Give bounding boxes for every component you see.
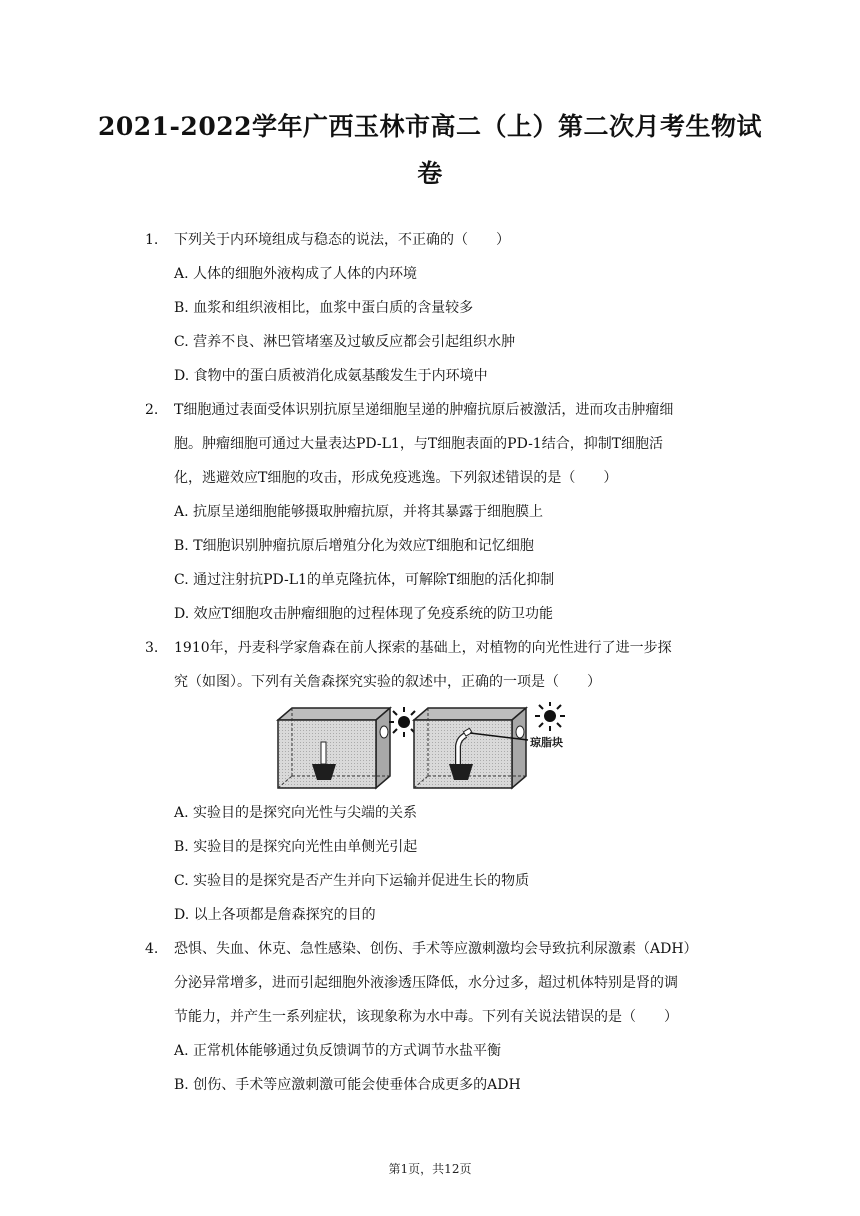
question-stem-line: 究（如图）。下列有关詹森探究实验的叙述中，正确的一项是（ ）	[174, 674, 601, 690]
jensen-experiment-figure	[272, 702, 602, 794]
option-c: C. 实验目的是探究是否产生并向下运输并促进生长的物质	[174, 873, 530, 889]
question-stem-line: 下列关于内环境组成与稳态的说法，不正确的（ ）	[174, 232, 510, 248]
right-dark-box	[414, 708, 528, 788]
option-c: C. 营养不良、淋巴管堵塞及过敏反应都会引起组织水肿	[174, 334, 516, 350]
question-stem-line: 节能力，并产生一系列症状，该现象称为水中毒。下列有关说法错误的是（ ）	[174, 1009, 678, 1025]
question-number: 3.	[145, 640, 159, 656]
option-d: D. 以上各项都是詹森探究的目的	[174, 907, 376, 923]
document-title-line-2: 卷	[417, 159, 443, 188]
option-b: B. 实验目的是探究向光性由单侧光引起	[174, 839, 418, 855]
question-stem-line: 分泌异常增多，进而引起细胞外液渗透压降低，水分过多，超过机体特别是肾的调	[174, 975, 678, 991]
option-a: A. 实验目的是探究向光性与尖端的关系	[174, 805, 418, 821]
page-footer: 第1页，共12页	[388, 1162, 472, 1176]
question-stem-line: 恐惧、失血、休克、急性感染、创伤、手术等应激刺激均会导致抗利尿激素（ADH）	[174, 941, 698, 957]
option-d: D. 效应T细胞攻击肿瘤细胞的过程体现了免疫系统的防卫功能	[174, 606, 553, 622]
option-a: A. 人体的细胞外液构成了人体的内环境	[174, 266, 418, 282]
left-dark-box	[278, 708, 390, 788]
question-number: 1.	[145, 232, 159, 248]
option-b: B. T细胞识别肿瘤抗原后增殖分化为效应T细胞和记忆细胞	[174, 538, 534, 554]
option-a: A. 正常机体能够通过负反馈调节的方式调节水盐平衡	[174, 1043, 502, 1059]
agar-block-label: 琼脂块	[530, 736, 563, 749]
question-stem-line: 1910年，丹麦科学家詹森在前人探索的基础上，对植物的向光性进行了进一步探	[174, 640, 672, 656]
question-number: 2.	[145, 402, 159, 418]
question-stem-line: 化，逃避效应T细胞的攻击，形成免疫逃逸。下列叙述错误的是（ ）	[174, 470, 618, 486]
question-stem-line: 胞。肿瘤细胞可通过大量表达PD-L1，与T细胞表面的PD-1结合，抑制T细胞活	[174, 436, 664, 452]
question-number: 4.	[145, 941, 159, 957]
option-d: D. 食物中的蛋白质被消化成氨基酸发生于内环境中	[174, 368, 488, 384]
option-b: B. 创伤、手术等应激刺激可能会使垂体合成更多的ADH	[174, 1077, 521, 1093]
right-sun-icon	[535, 702, 565, 731]
option-c: C. 通过注射抗PD-L1的单克隆抗体，可解除T细胞的活化抑制	[174, 572, 555, 588]
question-stem-line: T细胞通过表面受体识别抗原呈递细胞呈递的肿瘤抗原后被激活，进而攻击肿瘤细	[174, 402, 674, 418]
document-title-line-1: 2021-2022学年广西玉林市高二（上）第二次月考生物试	[97, 112, 763, 141]
option-b: B. 血浆和组织液相比，血浆中蛋白质的含量较多	[174, 300, 474, 316]
option-a: A. 抗原呈递细胞能够摄取肿瘤抗原，并将其暴露于细胞膜上	[174, 504, 544, 520]
